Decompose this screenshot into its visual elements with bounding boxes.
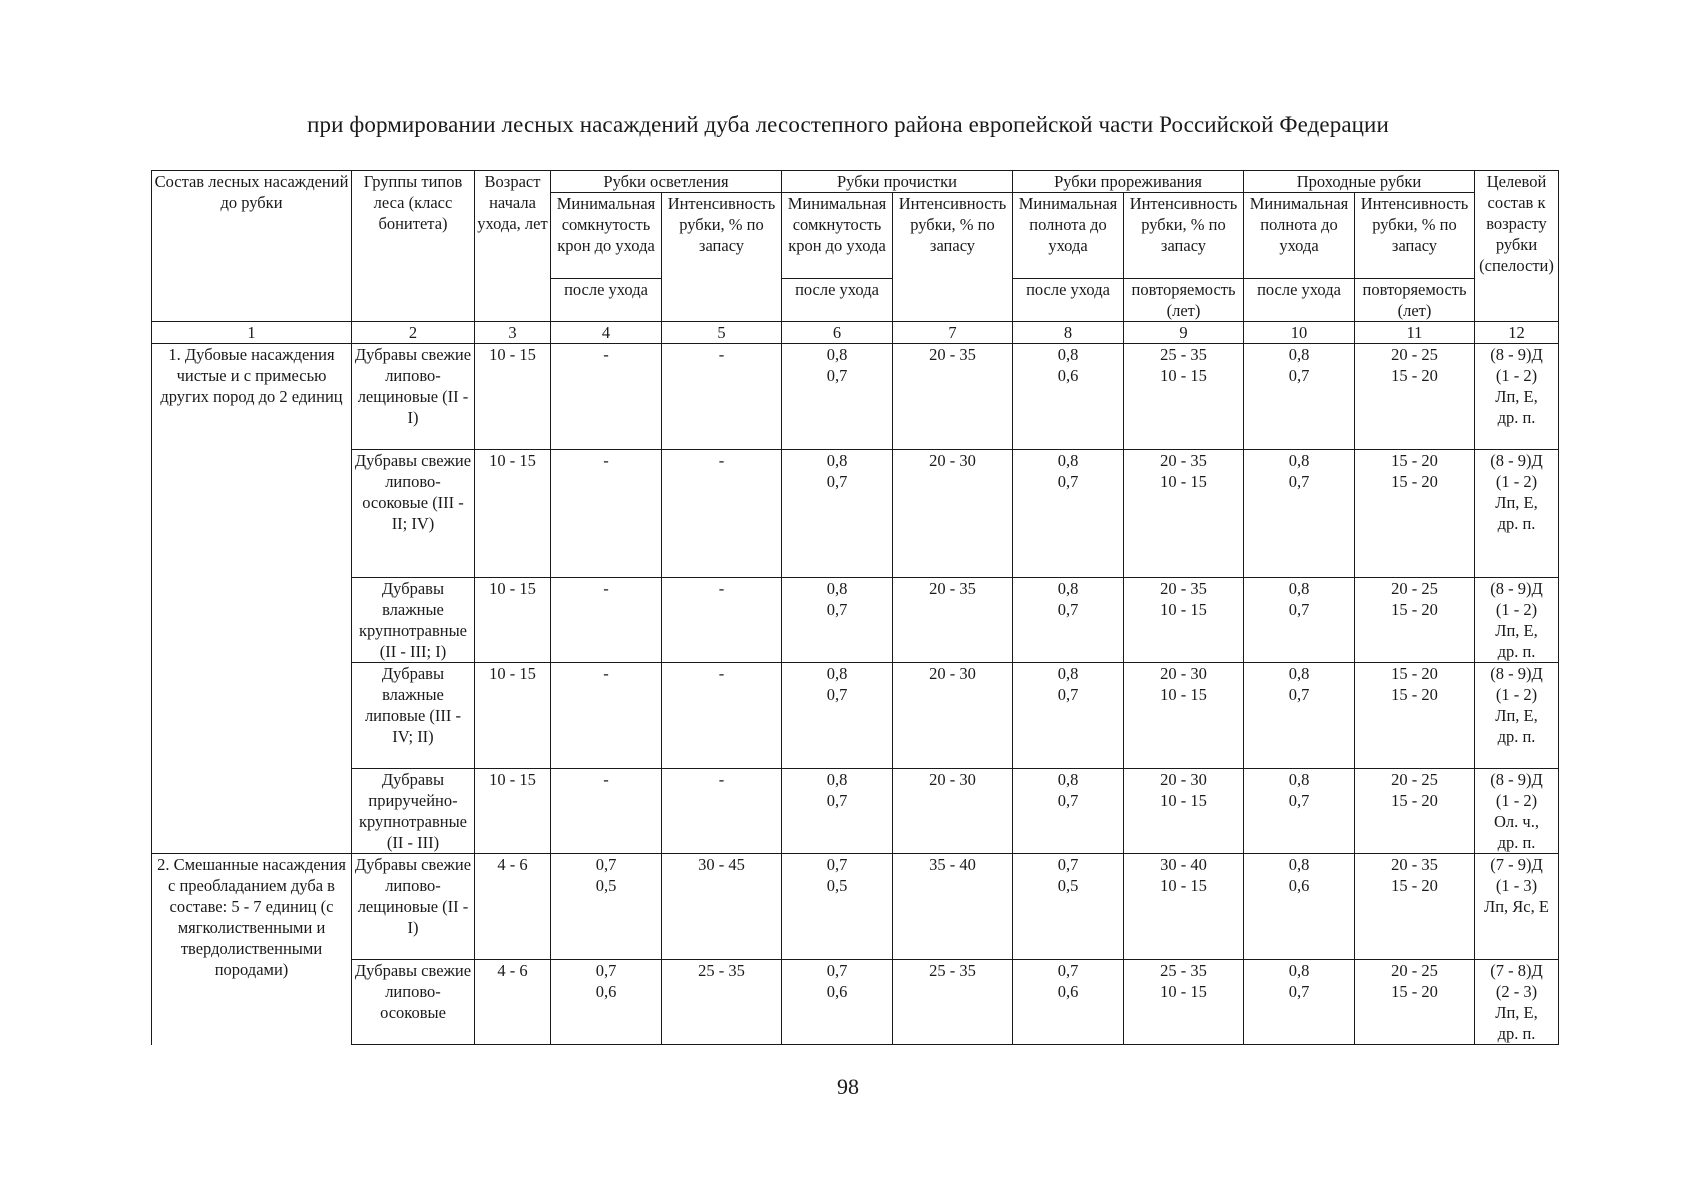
pass-int: 15 - 20 15 - 20 — [1355, 663, 1475, 769]
thin-min: 0,8 0,7 — [1013, 769, 1124, 854]
thin-int: 20 - 30 10 - 15 — [1124, 663, 1244, 769]
thin-min: 0,8 0,7 — [1013, 578, 1124, 663]
clean-int: 35 - 40 — [893, 854, 1013, 960]
light-min: - — [551, 344, 662, 450]
pass-min: 0,8 0,7 — [1244, 344, 1355, 450]
target-composition: (8 - 9)Д (1 - 2) Лп, Е, др. п. — [1475, 450, 1559, 578]
clean-int: 20 - 30 — [893, 450, 1013, 578]
light-min: - — [551, 663, 662, 769]
header-target: Целевой состав к возрасту рубки (спелости) — [1475, 171, 1559, 322]
forest-type: Дубравы свежие липово-лещиновые (II - I) — [352, 854, 475, 960]
start-age: 10 - 15 — [475, 344, 551, 450]
pass-int: 15 - 20 15 - 20 — [1355, 450, 1475, 578]
header-thin-int: Интенсивность рубки, % по запасу — [1124, 193, 1244, 279]
table-row — [152, 960, 1559, 1045]
light-min: - — [551, 769, 662, 854]
col-number: 9 — [1124, 322, 1244, 344]
light-int: - — [662, 663, 782, 769]
light-int: - — [662, 450, 782, 578]
forest-type: Дубравы влажные липовые (III - IV; II) — [352, 663, 475, 769]
pass-int: 20 - 25 15 - 20 — [1355, 578, 1475, 663]
header-thin-min: Минимальная полнота до ухода — [1013, 193, 1124, 279]
clean-min: 0,7 0,5 — [782, 854, 893, 960]
pass-int: 20 - 25 15 - 20 — [1355, 769, 1475, 854]
light-min: 0,7 0,5 — [551, 854, 662, 960]
thin-min: 0,7 0,5 — [1013, 854, 1124, 960]
target-composition: (7 - 9)Д (1 - 3) Лп, Яс, Е — [1475, 854, 1559, 960]
target-composition: (8 - 9)Д (1 - 2) Лп, Е, др. п. — [1475, 344, 1559, 450]
thin-min: 0,8 0,7 — [1013, 450, 1124, 578]
pass-min: 0,8 0,7 — [1244, 663, 1355, 769]
table-row — [152, 663, 1559, 769]
col-number: 11 — [1355, 322, 1475, 344]
forest-type: Дубравы свежие липово-осоковые (III - II; IV) — [352, 450, 475, 578]
header-clean-after: после ухода — [782, 279, 893, 322]
target-composition: (8 - 9)Д (1 - 2) Ол. ч., др. п. — [1475, 769, 1559, 854]
forest-type: Дубравы приручейно-крупнотравные (II - III) — [352, 769, 475, 854]
light-min: - — [551, 578, 662, 663]
clean-int: 20 - 35 — [893, 578, 1013, 663]
pass-int: 20 - 35 15 - 20 — [1355, 854, 1475, 960]
light-min: - — [551, 450, 662, 578]
col-number: 7 — [893, 322, 1013, 344]
pass-min: 0,8 0,7 — [1244, 960, 1355, 1045]
start-age: 10 - 15 — [475, 578, 551, 663]
pass-min: 0,8 0,7 — [1244, 578, 1355, 663]
header-thin-repeat: повторяемость (лет) — [1124, 279, 1244, 322]
header-thinning: Рубки прореживания — [1013, 171, 1244, 193]
clean-min: 0,8 0,7 — [782, 450, 893, 578]
table-row — [152, 344, 1559, 450]
table-row — [152, 450, 1559, 578]
thin-int: 20 - 30 10 - 15 — [1124, 769, 1244, 854]
header-pass-repeat: повторяемость (лет) — [1355, 279, 1475, 322]
start-age: 10 - 15 — [475, 663, 551, 769]
start-age: 4 - 6 — [475, 960, 551, 1045]
col-number: 12 — [1475, 322, 1559, 344]
clean-int: 20 - 35 — [893, 344, 1013, 450]
col-number: 3 — [475, 322, 551, 344]
table-row — [152, 578, 1559, 663]
thin-int: 20 - 35 10 - 15 — [1124, 450, 1244, 578]
clean-min: 0,8 0,7 — [782, 578, 893, 663]
forest-type: Дубравы свежие липово-осоковые — [352, 960, 475, 1045]
header-light-min: Минимальная сомкнутость крон до ухода — [551, 193, 662, 279]
col-number: 6 — [782, 322, 893, 344]
thin-int: 25 - 35 10 - 15 — [1124, 344, 1244, 450]
col-number: 5 — [662, 322, 782, 344]
thin-min: 0,7 0,6 — [1013, 960, 1124, 1045]
col-number: 10 — [1244, 322, 1355, 344]
clean-int: 20 - 30 — [893, 769, 1013, 854]
pass-int: 20 - 25 15 - 20 — [1355, 344, 1475, 450]
col-number: 2 — [352, 322, 475, 344]
column-number-row — [152, 322, 1559, 344]
light-min: 0,7 0,6 — [551, 960, 662, 1045]
header-clean-min: Минимальная сомкнутость крон до ухода — [782, 193, 893, 279]
header-cleaning: Рубки прочистки — [782, 171, 1013, 193]
light-int: - — [662, 344, 782, 450]
forest-care-table — [151, 170, 1559, 1045]
pass-min: 0,8 0,7 — [1244, 450, 1355, 578]
page-number: 98 — [837, 1074, 859, 1099]
clean-min: 0,8 0,7 — [782, 769, 893, 854]
header-pass-min: Минимальная полнота до ухода — [1244, 193, 1355, 279]
header-pass-after: после ухода — [1244, 279, 1355, 322]
clean-int: 25 - 35 — [893, 960, 1013, 1045]
clean-min: 0,8 0,7 — [782, 663, 893, 769]
target-composition: (8 - 9)Д (1 - 2) Лп, Е, др. п. — [1475, 578, 1559, 663]
thin-min: 0,8 0,6 — [1013, 344, 1124, 450]
header-composition: Состав лесных насаждений до рубки — [152, 171, 352, 322]
light-int: - — [662, 769, 782, 854]
col-number: 8 — [1013, 322, 1124, 344]
clean-int: 20 - 30 — [893, 663, 1013, 769]
pass-min: 0,8 0,7 — [1244, 769, 1355, 854]
col-number: 1 — [152, 322, 352, 344]
forest-type: Дубравы свежие липово-лещиновые (II - I) — [352, 344, 475, 450]
light-int: - — [662, 578, 782, 663]
group-composition: 2. Смешанные насаждения с преобладанием дуба в составе: 5 - 7 единиц (с мягколиственными и твердолиственными породами) — [152, 854, 352, 1045]
thin-min: 0,8 0,7 — [1013, 663, 1124, 769]
forest-type: Дубравы влажные крупнотравные (II - III; I) — [352, 578, 475, 663]
header-start-age: Возраст начала ухода, лет — [475, 171, 551, 322]
thin-int: 25 - 35 10 - 15 — [1124, 960, 1244, 1045]
group-composition: 1. Дубовые насаждения чистые и с примесью других пород до 2 единиц — [152, 344, 352, 854]
table-row — [152, 854, 1559, 960]
header-clean-int: Интенсивность рубки, % по запасу — [893, 193, 1013, 322]
header-light-int: Интенсивность рубки, % по запасу — [662, 193, 782, 322]
thin-int: 20 - 35 10 - 15 — [1124, 578, 1244, 663]
start-age: 4 - 6 — [475, 854, 551, 960]
header-row-1 — [152, 171, 1559, 193]
header-passage: Проходные рубки — [1244, 171, 1475, 193]
clean-min: 0,8 0,7 — [782, 344, 893, 450]
start-age: 10 - 15 — [475, 769, 551, 854]
target-composition: (8 - 9)Д (1 - 2) Лп, Е, др. п. — [1475, 663, 1559, 769]
pass-min: 0,8 0,6 — [1244, 854, 1355, 960]
header-thin-after: после ухода — [1013, 279, 1124, 322]
header-pass-int: Интенсивность рубки, % по запасу — [1355, 193, 1475, 279]
target-composition: (7 - 8)Д (2 - 3) Лп, Е, др. п. — [1475, 960, 1559, 1045]
start-age: 10 - 15 — [475, 450, 551, 578]
header-light-after: после ухода — [551, 279, 662, 322]
page-title: при формировании лесных насаждений дуба лесостепного района европейской части Российской Федерации — [307, 112, 1389, 137]
header-lightening: Рубки осветления — [551, 171, 782, 193]
light-int: 25 - 35 — [662, 960, 782, 1045]
thin-int: 30 - 40 10 - 15 — [1124, 854, 1244, 960]
light-int: 30 - 45 — [662, 854, 782, 960]
pass-int: 20 - 25 15 - 20 — [1355, 960, 1475, 1045]
clean-min: 0,7 0,6 — [782, 960, 893, 1045]
table-row — [152, 769, 1559, 854]
header-forest-type: Группы типов леса (класс бонитета) — [352, 171, 475, 322]
col-number: 4 — [551, 322, 662, 344]
